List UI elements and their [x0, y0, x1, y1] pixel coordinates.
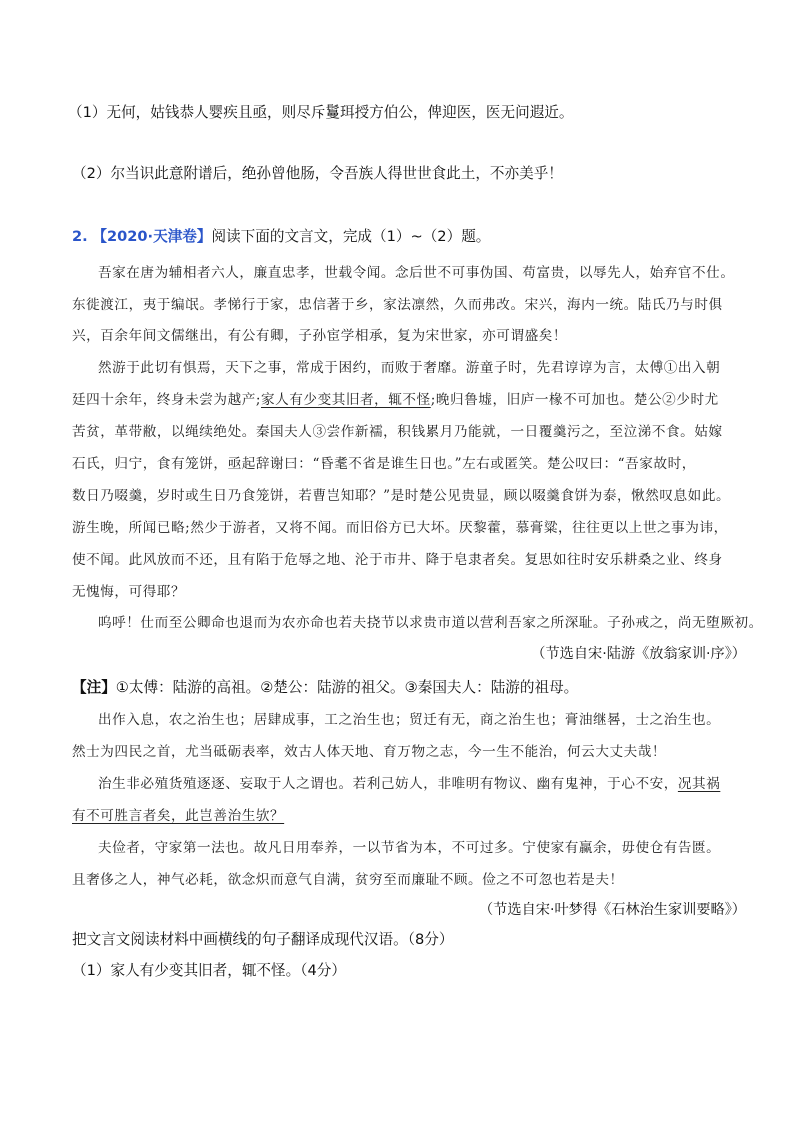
question-number: 2. — [72, 228, 88, 245]
passage2-line: 然士为四民之首，尤当砥砺表率，效古人体天地、育万物之志，今一生不能治，何云大丈夫哉！ — [72, 744, 667, 760]
passage2-source: （节选自宋·叶梦得《石林治生家训要略》） — [479, 902, 746, 918]
underlined-sentence-1: 家人有少变其旧者，辄不怪 — [261, 392, 431, 408]
note-tag: 【注】 — [72, 679, 116, 696]
underlined-sentence-2-cont: 有不可胜言者矣，此岂善治生欤？ — [72, 808, 285, 824]
passage1-line: 游生晚，所闻已略;然少于游者，又将不闻。而旧俗方已大坏。厌黎藿，慕膏粱，往往更以上世之事为讳， — [72, 520, 728, 536]
passage2-text: 治生非必殖货殖逐逐、妄取于人之谓也。若利己妨人，非唯明有物议、幽有鬼神，于心不安， — [98, 776, 678, 792]
passage2-line: 夫俭者，守家第一法也。故凡日用奉养，一以节省为本，不可过多。宁使家有赢余，毋使仓有告匮。 — [98, 840, 721, 856]
annotation-note — [72, 679, 578, 697]
underlined-sentence-2: 况其祸 — [677, 776, 721, 792]
passage1-line: 无愧悔，可得耶？ — [72, 584, 186, 600]
passage1-line: 东徙渡江，夷于编氓。孝悌行于家，忠信著于乡，家法凛然，久而弗改。宋兴，海内一统。陆氏乃与时俱 — [72, 297, 723, 313]
question-2-header — [72, 228, 490, 246]
passage1-line: 吾家在唐为辅相者六人，廉直忠孝，世载令闻。念后世不可事伪国、苟富贵，以辱先人，始弃官不仕。 — [98, 265, 735, 281]
passage1-line: 然游于此切有惧焉，天下之事，常成于困约，而败于奢靡。游童子时，先君谆谆为言，太傅①出入朝 — [98, 360, 721, 376]
question-instruction: 阅读下面的文言文，完成（1）~（2）题。 — [211, 228, 491, 245]
passage2-line — [72, 807, 284, 825]
prev-translation-item-1: （1）无何，姑钱恭人婴疾且亟，则尽斥鬘珥授方伯公，俾迎医，医无问遐近。 — [68, 104, 574, 121]
passage2-line — [98, 775, 720, 793]
exam-source-tag: 【2020·天津卷】 — [92, 228, 212, 245]
passage1-line: 呜呼！仕而至公卿命也退而为农亦命也若夫挠节以求贵市道以营利吾家之所深耻。子孙戒之，尚无堕厥初。 — [98, 615, 763, 631]
passage1-line: 兴，百余年间文儒继出，有公有卿，子孙宦学相承，复为宋世家，亦可谓盛矣！ — [72, 328, 568, 344]
passage2-line: 出作入息，农之治生也；居肆成事，工之治生也；贸迁有无，商之治生也；膏油继晷，士之治生也。 — [98, 712, 721, 728]
prev-translation-item-2: （2）尔当识此意附谱后，绝孙曾他肠，令吾族人得世世食此土，不亦美乎！ — [72, 165, 563, 182]
passage1-line: 数日乃啜羹，岁时或生日乃食笼饼，若曹岂知耶？”是时楚公见贵显，顾以啜羹食饼为泰，愀然叹息如此。 — [72, 488, 731, 504]
note-text: ①太傅：陆游的高祖。②楚公：陆游的祖父。③秦国夫人：陆游的祖母。 — [115, 679, 579, 696]
passage1-line: 苦贫，革带敝，以绳续绝处。秦国夫人③尝作新襦，积钱累月乃能就，一日覆羹污之，至泣涕不食。姑嫁 — [72, 424, 723, 440]
passage1-line: 使不闻。此风放而不还，且有陷于危辱之地、沦于市井、降于皂隶者矣。复思如往时安乐耕桑之业、终身 — [72, 552, 723, 568]
passage1-line — [72, 391, 719, 409]
passage1-source: （节选自宋·陆游《放翁家训·序》） — [531, 646, 746, 662]
passage2-line: 且奢侈之人，神气必耗，欲念炽而意气自满，贫穷至而廉耻不顾。俭之不可忽也若是夫！ — [72, 872, 624, 888]
passage1-line: 石氏，归宁，食有笼饼，亟起辞谢曰：“昏耄不省是谁生日也。”左右或匿笑。楚公叹曰：“吾家故时， — [72, 456, 696, 472]
translation-task: 把文言文阅读材料中画横线的句子翻译成现代汉语。（8分） — [72, 931, 454, 948]
translation-subquestion-1: （1）家人有少变其旧者，辄不怪。（4分） — [72, 962, 346, 979]
passage1-text: ;晚归鲁墟，旧庐一椽不可加也。楚公②少时尤 — [430, 392, 719, 408]
passage1-text: 廷四十余年，终身未尝为越产; — [72, 392, 261, 408]
